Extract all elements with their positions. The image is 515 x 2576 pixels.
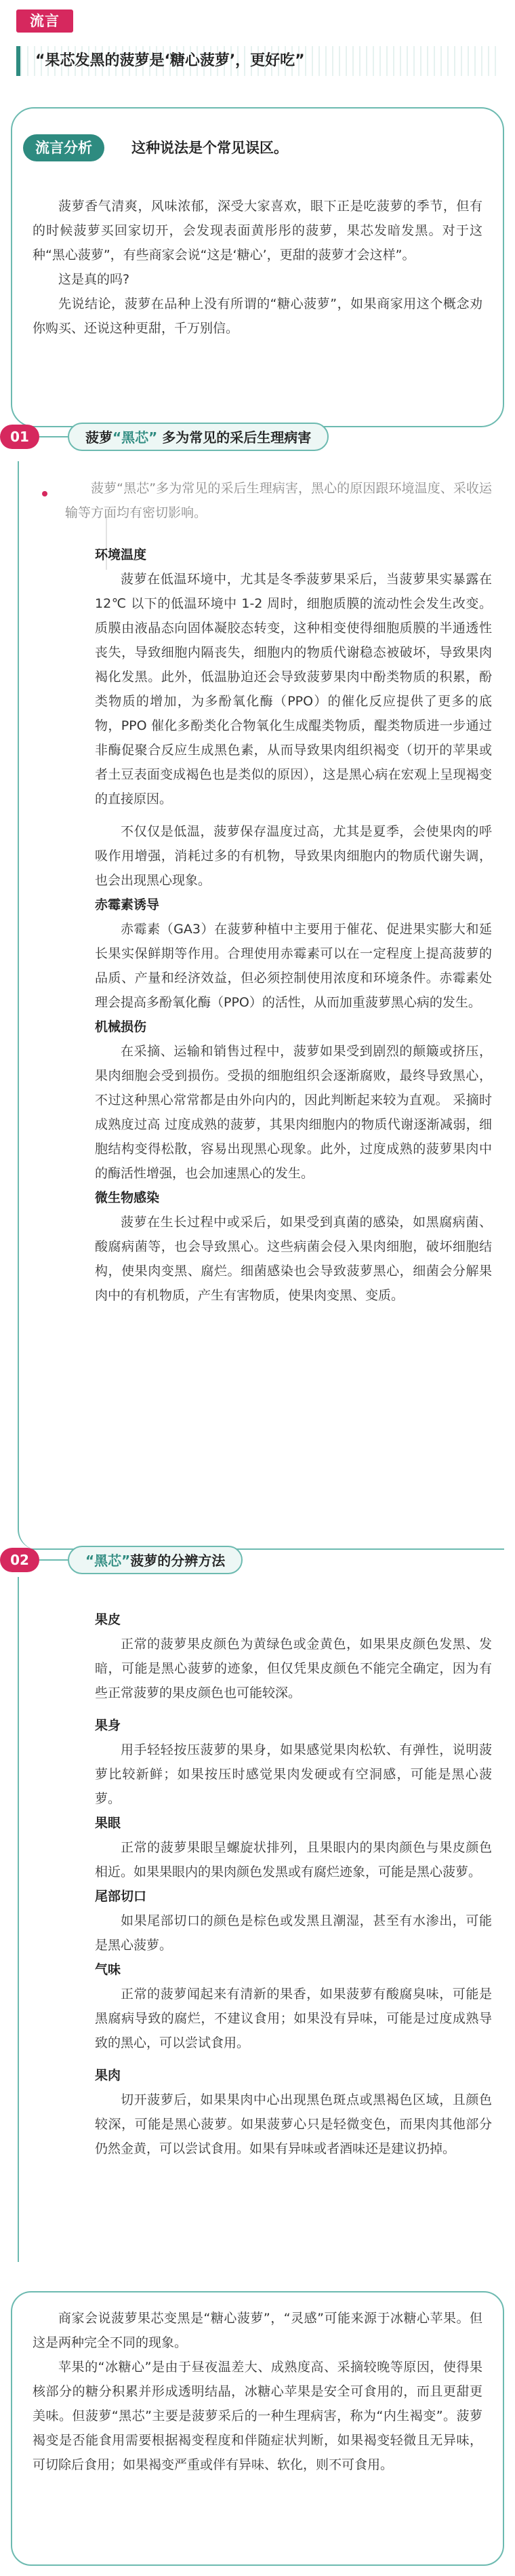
- section1-label-suffix: 多为常见的采后生理病害: [162, 429, 312, 446]
- conclusion-paragraph: 苹果的“冰糖心”是由于昼夜温差大、成熟度高、采摘较晚等原因，使得果核部分的糖分积累并形成透明结晶，冰糖心苹果是安全可食用的，而且更甜更美味。但菠萝“黑芯”主要是菠萝采后的一种生理病害，称为“内生褐变”。菠萝褐变是否能食用需要根据褐变程度和伴随症状判断，如果褐变轻微且无异味，可切除后食用；如果褐变严重或伴有异味、软化，则不可食用。: [33, 2360, 482, 2472]
- heading-peel: 果皮: [95, 1612, 121, 1627]
- section2-body: [95, 1607, 492, 2161]
- peel-paragraph: 正常的菠萝果皮颜色为黄绿色或金黄色，如果果皮颜色发黑、发暗，可能是黑心菠萝的迹象，但仅凭果皮颜色不能完全确定，因为有些正常菠萝的果皮颜色也可能较深。: [95, 1637, 492, 1700]
- analysis-paragraph: 菠萝香气清爽，风味浓郁，深受大家喜欢，眼下正是吃菠萝的季节，但有的时候菠萝买回家切开，会发现表面黄彤彤的菠萝，果芯发暗发黑。对于这种“黑心菠萝”，有些商家会说“这是‘糖心’，更甜的菠萝才会这样”。: [33, 199, 482, 262]
- conclusion-body: [33, 2306, 482, 2477]
- analysis-title: 这种说法是个常见误区。: [131, 140, 288, 156]
- section1-body: [95, 543, 492, 1308]
- analysis-paragraph: 先说结论，菠萝在品种上没有所谓的“糖心菠萝”，如果商家用这个概念劝你购买、还说这种更甜，千万别信。: [33, 296, 482, 336]
- section2-label-suffix: 菠萝的分辨方法: [130, 1553, 226, 1569]
- heading-gibberellin: 赤霉素诱导: [95, 897, 160, 912]
- analysis-tag: 流言分析: [23, 134, 104, 161]
- section1-intro: [65, 476, 492, 525]
- heading-mechanical-damage: 机械损伤: [95, 1019, 147, 1034]
- heading-smell: 气味: [95, 1962, 121, 1977]
- rumor-tag: 流言: [16, 9, 73, 33]
- mechanical-paragraph: 在采摘、运输和销售过程中，菠萝如果受到剧烈的颠簸或挤压，果肉细胞会受到损伤。受损的细胞组织会逐渐腐败，最终导致黑心，不过这种黑心常常都是由外向内的，因此判断起来较为直观。 采摘时成熟度过高 过度成熟的菠萝，其果肉细胞内的物质代谢逐渐减弱，细胞结构变得松散，容易出现黑心现象。此外，过度成熟的菠萝果肉中的酶活性增强，也会加速黑心的发生。: [95, 1044, 492, 1181]
- section1-number: 01: [0, 425, 39, 449]
- microbial-paragraph: 菠萝在生长过程中或采后，如果受到真菌的感染，如黑腐病菌、酸腐病菌等，也会导致黑心。这些病菌会侵入果肉细胞，破坏细胞结构，使果肉变黑、腐烂。细菌感染也会导致菠萝黑心，细菌会分解果肉中的有机物质，产生有害物质，使果肉变黑、变质。: [95, 1215, 492, 1303]
- heading-temperature: 环境温度: [95, 547, 147, 562]
- eyes-paragraph: 正常的菠萝果眼呈螺旋状排列，且果眼内的果肉颜色与果皮颜色相近。如果果眼内的果肉颜色发黑或有腐烂迹象，可能是黑心菠萝。: [95, 1840, 492, 1879]
- smell-paragraph: 正常的菠萝闻起来有清新的果香，如果菠萝有酸腐臭味，可能是黑腐病导致的腐烂，不建议食用；如果没有异味，可能是过度成熟导致的黑心，可以尝试食用。: [95, 1987, 492, 2050]
- heading-tail-cut: 尾部切口: [95, 1889, 147, 1904]
- temperature-paragraph: 菠萝在低温环境中，尤其是冬季菠萝果采后，当菠萝果实暴露在 12℃ 以下的低温环境中 1-2 周时，细胞质膜的流动性会发生改变。质膜由液晶态向固体凝胶态转变，这种相变使得细胞质膜的半通透性丧失，导致细胞内隔丧失，细胞内的物质代谢稳态被破坏，导致果肉褐化发黑。此外，低温胁迫还会导致菠萝果肉中酚类物质的积累，酚类物质的增加，为多酚氧化酶（PPO）的催化反应提供了更多的底物，PPO 催化多酚类化合物氧化生成醌类物质，醌类物质进一步通过非酶促聚合反应生成黑色素，从而导致果肉组织褐变（切开的苹果或者土豆表面变成褐色也是类似的原因），这是黑心病在宏观上呈现褐变的直接原因。: [95, 572, 492, 806]
- section1-label-prefix: 菠萝: [85, 429, 112, 446]
- temperature-paragraph: 不仅仅是低温，菠萝保存温度过高，尤其是夏季，会使果肉的呼吸作用增强，消耗过多的有机物，导致果肉细胞内的物质代谢失调，也会出现黑心现象。: [95, 824, 492, 888]
- gibberellin-paragraph: 赤霉素（GA3）在菠萝种植中主要用于催花、促进果实膨大和延长果实保鲜期等作用。合理使用赤霉素可以在一定程度上提高菠萝的品质、产量和经济效益，但必须控制使用浓度和环境条件。赤霉素处理会提高多酚氧化酶（PPO）的活性，从而加重菠萝黑心病的发生。: [95, 922, 492, 1010]
- conclusion-paragraph: 商家会说菠萝果芯变黑是“糖心菠萝”，“灵感”可能来源于冰糖心苹果。但这是两种完全不同的现象。: [33, 2311, 482, 2350]
- section1-connector: [39, 436, 68, 437]
- rumor-statement-bar: [16, 46, 499, 76]
- section2-connector: [39, 1559, 68, 1561]
- analysis-body: [33, 194, 482, 340]
- section1-intro-text: 菠萝“黑芯”多为常见的采后生理病害，黑心的原因跟环境温度、采收运输等方面均有密切影响。: [65, 481, 492, 520]
- flesh-paragraph: 切开菠萝后，如果果肉中心出现黑色斑点或黑褐色区域，且颜色较深，可能是黑心菠萝。如果菠萝心只是轻微变色，而果肉其他部分仍然金黄，可以尝试食用。如果有异味或者酒味还是建议扔掉。: [95, 2092, 492, 2156]
- heading-flesh: 果肉: [95, 2068, 121, 2083]
- bullet-dot: [42, 491, 47, 496]
- section2-number: 02: [0, 1548, 39, 1572]
- heading-microbial: 微生物感染: [95, 1190, 160, 1205]
- heading-body: 果身: [95, 1718, 121, 1733]
- tail-cut-paragraph: 如果尾部切口的颜色是棕色或发黑且潮湿，甚至有水渗出，可能是黑心菠萝。: [95, 1913, 492, 1953]
- section1-label-quoted: “黑芯”: [112, 429, 158, 446]
- section2-label: [68, 1546, 243, 1574]
- rumor-statement: “果芯发黑的菠萝是‘糖心菠萝’，更好吃”: [35, 52, 305, 69]
- body-paragraph: 用手轻轻按压菠萝的果身，如果感觉果肉松软、有弹性，说明菠萝比较新鲜；如果按压时感觉果肉发硬或有空洞感，可能是黑心菠萝。: [95, 1742, 492, 1806]
- heading-eyes: 果眼: [95, 1816, 121, 1831]
- section2-label-quoted: “黑芯”: [85, 1553, 131, 1569]
- analysis-paragraph: 这是真的吗?: [58, 272, 130, 287]
- section1-label: [68, 423, 329, 451]
